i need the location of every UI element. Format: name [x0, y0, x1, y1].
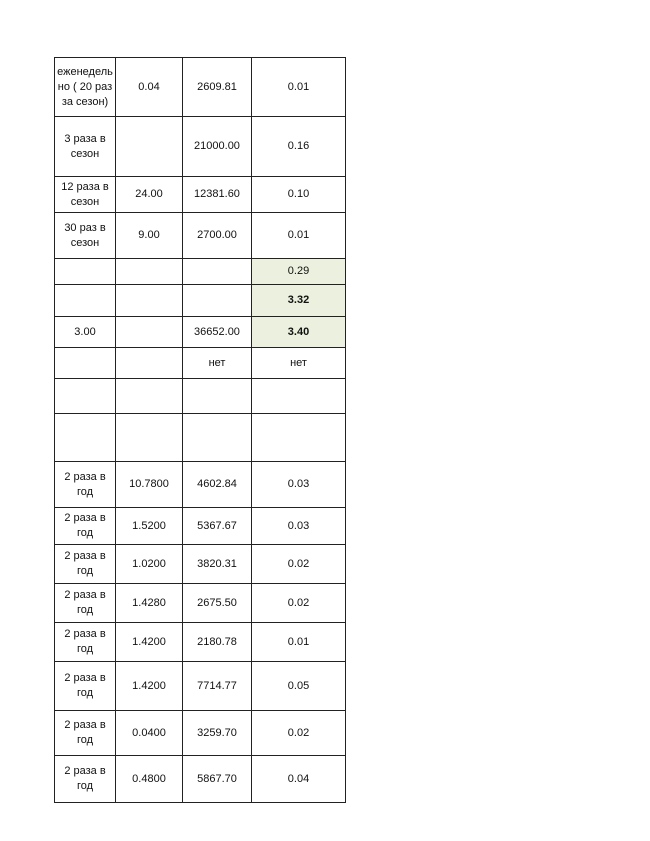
table-cell-col2 — [116, 414, 183, 462]
table-cell-col3 — [183, 414, 252, 462]
table-cell-col1: 2 раза в год — [55, 584, 116, 623]
table-cell-col4 — [252, 414, 346, 462]
table-cell-col3: 4602.84 — [183, 462, 252, 508]
table-cell-col1: 2 раза в год — [55, 623, 116, 662]
table-row — [55, 662, 346, 711]
table-row — [55, 348, 346, 379]
table-cell-col4: 0.01 — [252, 213, 346, 259]
table-cell-col3: 2675.50 — [183, 584, 252, 623]
table-cell-col2: 24.00 — [116, 177, 183, 213]
table-cell-col1 — [55, 259, 116, 285]
table-row — [55, 177, 346, 213]
table-cell-col3 — [183, 379, 252, 414]
table-cell-col1 — [55, 414, 116, 462]
table-cell-col4: 0.16 — [252, 117, 346, 177]
table-cell-col4: 0.29 — [252, 259, 346, 285]
table-cell-col1: 2 раза в год — [55, 756, 116, 803]
table-cell-col2 — [116, 348, 183, 379]
table-row — [55, 259, 346, 285]
table-cell-col4: 0.05 — [252, 662, 346, 711]
table-cell-col3: 2180.78 — [183, 623, 252, 662]
table-cell-col1 — [55, 348, 116, 379]
table-cell-col4: 3.40 — [252, 317, 346, 348]
table-cell-col2 — [116, 117, 183, 177]
table-cell-col4: нет — [252, 348, 346, 379]
table-cell-col2: 1.4280 — [116, 584, 183, 623]
table-row — [55, 117, 346, 177]
table-cell-col4: 0.03 — [252, 508, 346, 545]
table-cell-col3: 5367.67 — [183, 508, 252, 545]
table-cell-col2: 1.4200 — [116, 662, 183, 711]
table-cell-col1: 2 раза в год — [55, 711, 116, 756]
table-cell-col3: 7714.77 — [183, 662, 252, 711]
table-cell-col4: 3.32 — [252, 285, 346, 317]
table-cell-col2: 0.0400 — [116, 711, 183, 756]
table-cell-col3: нет — [183, 348, 252, 379]
table-row — [55, 414, 346, 462]
table-cell-col1: еженедель но ( 20 раз за сезон) — [55, 58, 116, 117]
table-cell-col3: 2700.00 — [183, 213, 252, 259]
table-cell-col3 — [183, 285, 252, 317]
table-cell-col3: 3820.31 — [183, 545, 252, 584]
table-cell-col3: 12381.60 — [183, 177, 252, 213]
table-cell-col4: 0.04 — [252, 756, 346, 803]
table-cell-col3: 5867.70 — [183, 756, 252, 803]
table-cell-col1: 3 раза в сезон — [55, 117, 116, 177]
table-cell-col4: 0.02 — [252, 584, 346, 623]
table-row — [55, 462, 346, 508]
table-row — [55, 623, 346, 662]
table-cell-col4: 0.02 — [252, 711, 346, 756]
table-row — [55, 285, 346, 317]
table-cell-col1 — [55, 285, 116, 317]
table-cell-col2: 10.7800 — [116, 462, 183, 508]
table-cell-col3: 36652.00 — [183, 317, 252, 348]
table-cell-col1: 2 раза в год — [55, 662, 116, 711]
table-row — [55, 58, 346, 117]
table-row — [55, 379, 346, 414]
table-cell-col4: 0.10 — [252, 177, 346, 213]
table-row — [55, 545, 346, 584]
table-cell-col2: 0.04 — [116, 58, 183, 117]
table-cell-col4: 0.02 — [252, 545, 346, 584]
table-row — [55, 584, 346, 623]
table-cell-col4: 0.01 — [252, 58, 346, 117]
table-cell-col1: 30 раз в сезон — [55, 213, 116, 259]
data-table — [54, 57, 346, 803]
table-cell-col2 — [116, 379, 183, 414]
table-row — [55, 213, 346, 259]
table-cell-col2: 0.4800 — [116, 756, 183, 803]
table-cell-col1: 2 раза в год — [55, 545, 116, 584]
table-body — [55, 58, 346, 803]
table-cell-col1: 12 раза в сезон — [55, 177, 116, 213]
table-row — [55, 317, 346, 348]
table-cell-col3 — [183, 259, 252, 285]
table-cell-col1: 3.00 — [55, 317, 116, 348]
table-row — [55, 711, 346, 756]
table-cell-col4: 0.03 — [252, 462, 346, 508]
table-cell-col2 — [116, 285, 183, 317]
table-cell-col3: 3259.70 — [183, 711, 252, 756]
table-cell-col3: 2609.81 — [183, 58, 252, 117]
table-cell-col2: 1.4200 — [116, 623, 183, 662]
table-cell-col2: 1.5200 — [116, 508, 183, 545]
table-cell-col4 — [252, 379, 346, 414]
table-cell-col4: 0.01 — [252, 623, 346, 662]
table-row — [55, 756, 346, 803]
table-cell-col2: 1.0200 — [116, 545, 183, 584]
table-cell-col1 — [55, 379, 116, 414]
table-cell-col2 — [116, 317, 183, 348]
table-cell-col3: 21000.00 — [183, 117, 252, 177]
table-cell-col2: 9.00 — [116, 213, 183, 259]
table-row — [55, 508, 346, 545]
table-cell-col2 — [116, 259, 183, 285]
table-cell-col1: 2 раза в год — [55, 508, 116, 545]
table-cell-col1: 2 раза в год — [55, 462, 116, 508]
